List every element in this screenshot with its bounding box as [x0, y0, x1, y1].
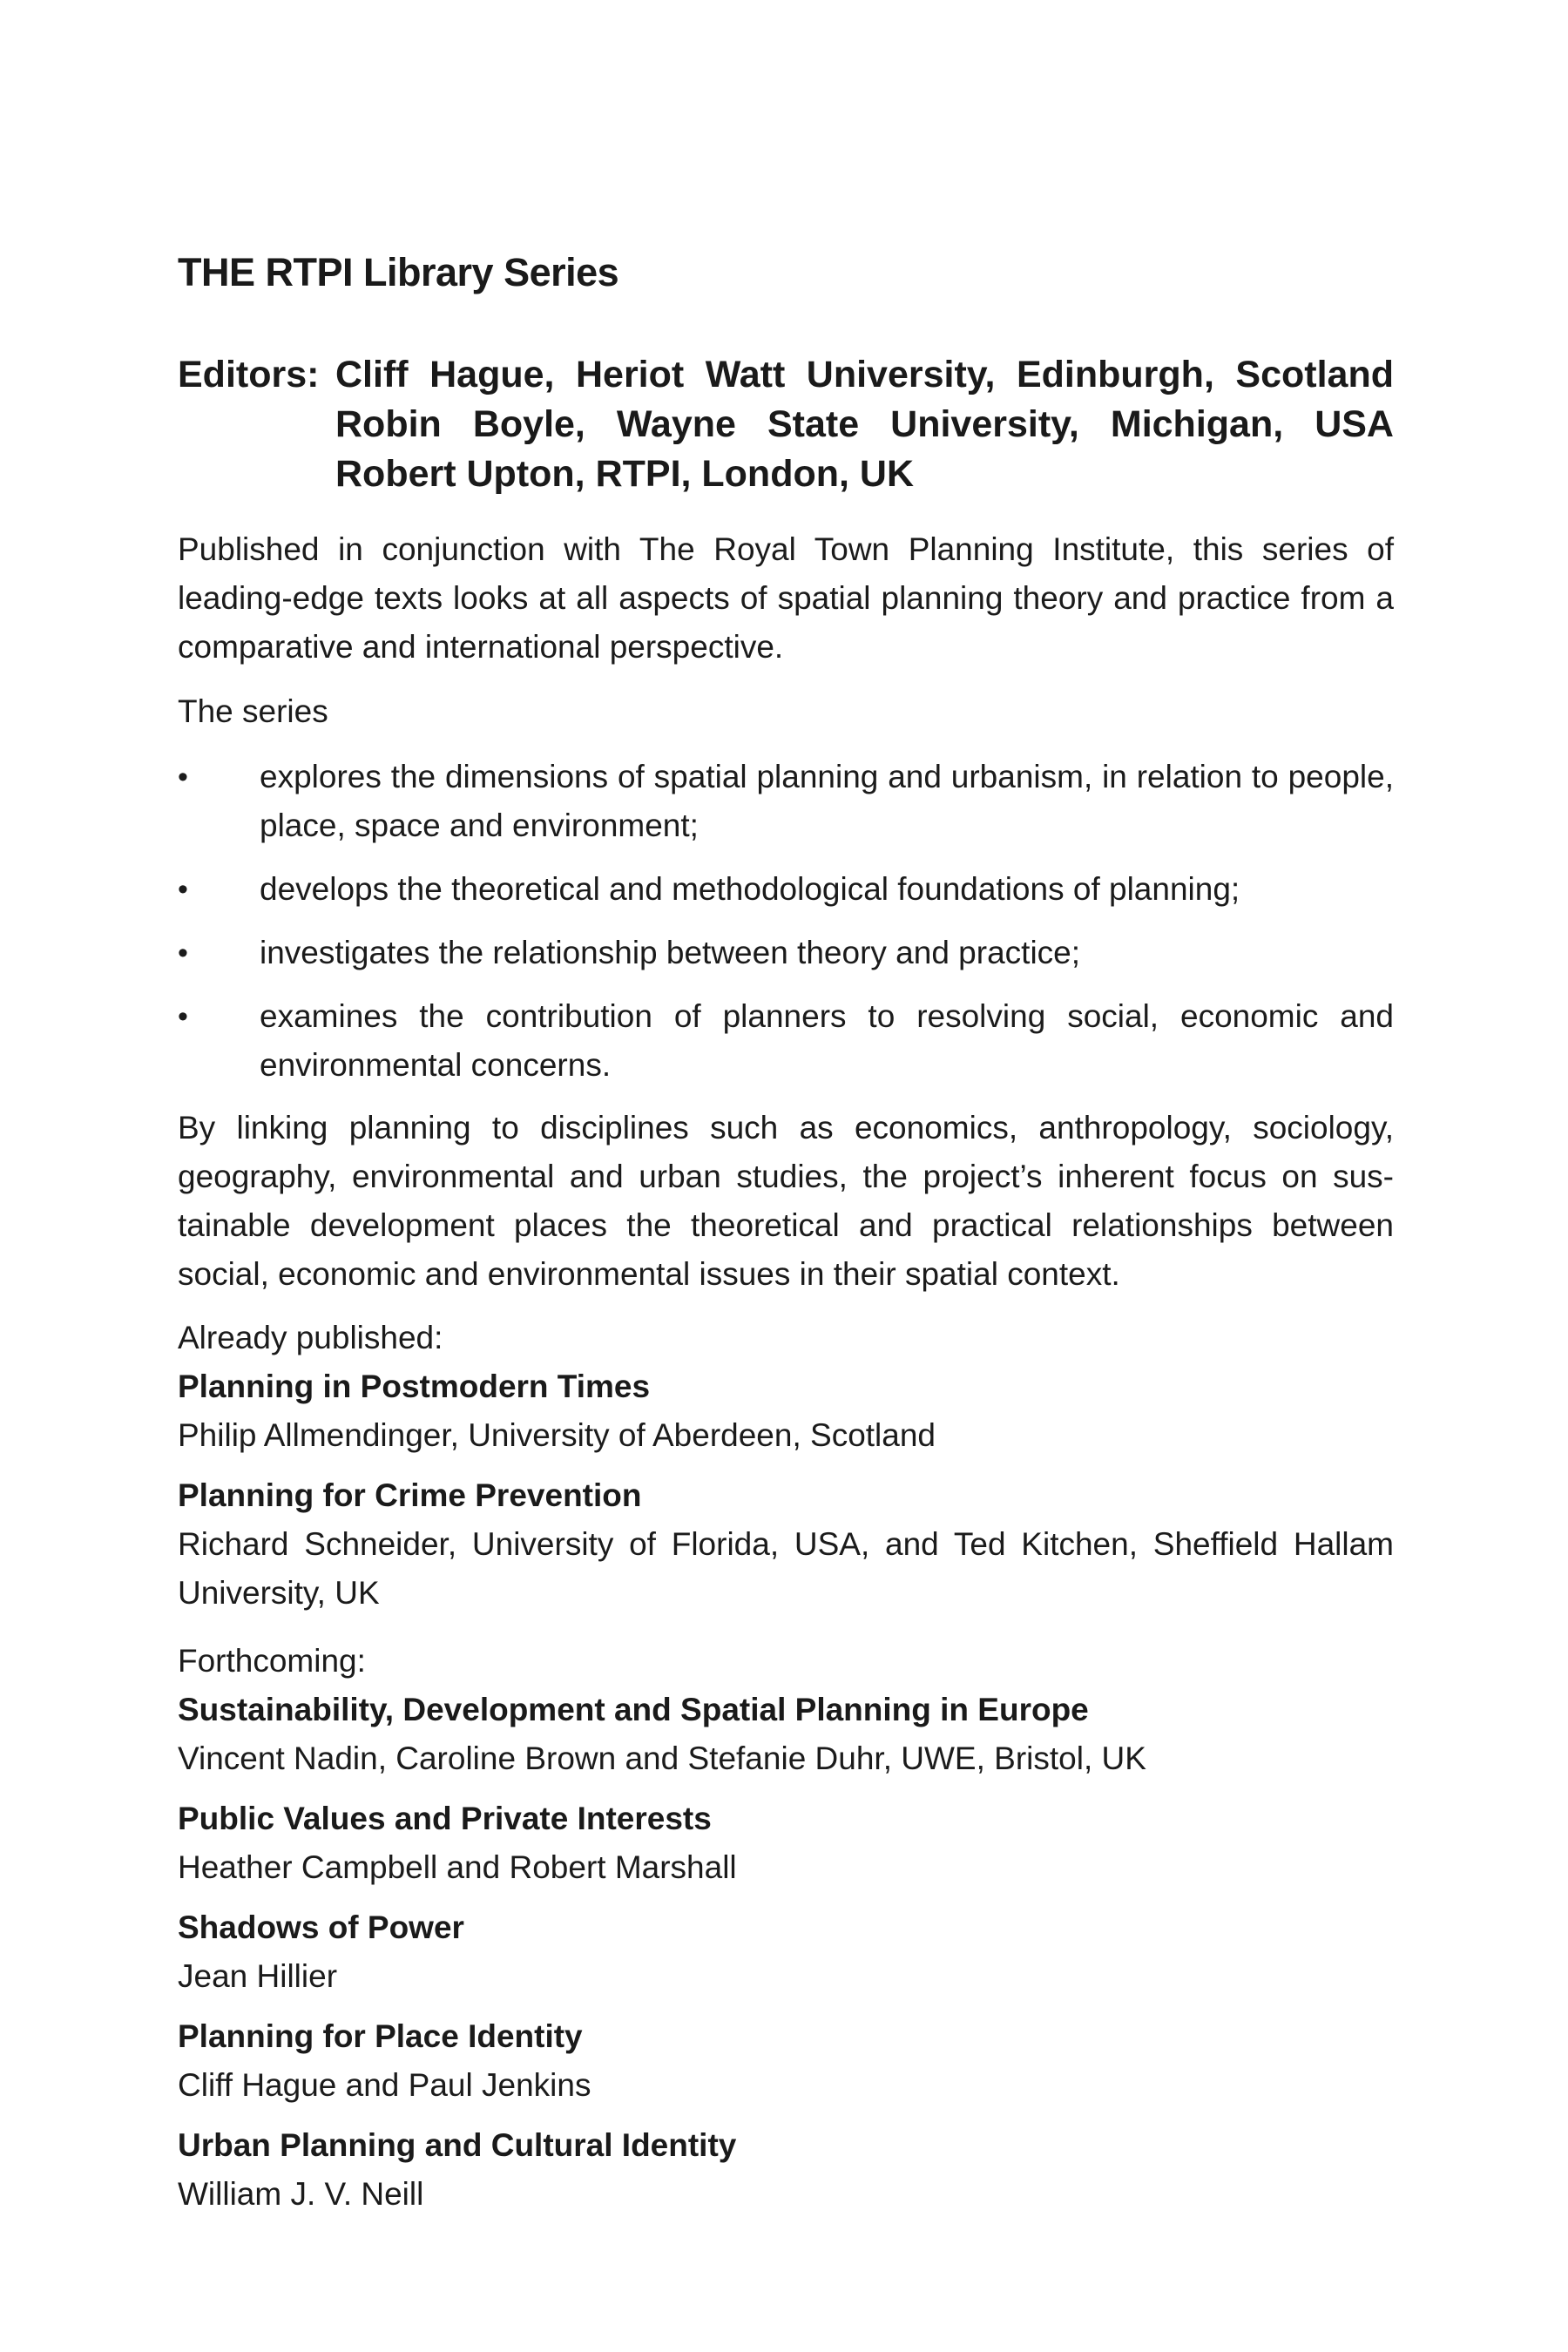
book-entry [178, 1794, 1394, 1892]
forthcoming-label: Forthcoming: [178, 1643, 366, 1679]
series-title: THE RTPI Library Series [178, 250, 619, 294]
book-entry [178, 1471, 1394, 1618]
editors-list [335, 350, 1394, 499]
editors-label: Editors: [178, 354, 320, 395]
bullet-item [178, 929, 1394, 977]
book-title: Sustainability, Development and Spatial Planning in Europe [178, 1692, 1089, 1727]
book-authors: Jean Hillier [178, 1958, 338, 1994]
already-published-label: Already published: [178, 1320, 443, 1355]
book-title: Public Values and Private Interests [178, 1801, 712, 1836]
book-title: Planning for Crime Prevention [178, 1477, 642, 1513]
book-entry [178, 1362, 1394, 1460]
editors-block [178, 350, 1394, 499]
editor-line: Robin Boyle, Wayne State University, Michigan, USA [335, 403, 1394, 445]
book-entry [178, 2121, 1394, 2219]
editor-line: Robert Upton, RTPI, London, UK [335, 453, 915, 495]
book-title: Shadows of Power [178, 1909, 464, 1945]
bullet-dot-icon: • [178, 760, 188, 794]
bullet-dot-icon: • [178, 936, 188, 970]
series-bullet-list [178, 753, 1394, 1105]
forthcoming-section [178, 1637, 1394, 2219]
book-authors: William J. V. Neill [178, 2176, 424, 2212]
bullet-text: examines the contribution of planners to resolving social, economic and environmental concerns. [260, 998, 1394, 1083]
book-authors: Cliff Hague and Paul Jenkins [178, 2067, 591, 2103]
bullet-dot-icon: • [178, 1000, 188, 1033]
book-title: Planning in Postmodern Times [178, 1369, 651, 1404]
book-entry [178, 2012, 1394, 2110]
series-label: The series [178, 693, 328, 729]
editor-line: Cliff Hague, Heriot Watt University, Edinburgh, Scotland [335, 354, 1394, 395]
book-authors: Richard Schneider, University of Florida, USA, and Ted Kitchen, Sheffield Hallam University, UK [178, 1526, 1394, 1611]
bullet-dot-icon: • [178, 873, 188, 906]
book-authors: Philip Allmendinger, University of Aberdeen, Scotland [178, 1417, 936, 1453]
linking-paragraph: By linking planning to disciplines such as economics, anthropology, sociology, geography, environmental and urban studies, the project’s inherent focus on sustainable development places the theoretical and practical relationships between social, economic and environmental issues in their spatial context. [178, 1110, 1394, 1292]
book-entry [178, 1903, 1394, 2001]
book-entry [178, 1686, 1394, 1783]
bullet-text: develops the theoretical and methodological foundations of planning; [260, 871, 1240, 907]
bullet-item [178, 753, 1394, 850]
bullet-item [178, 992, 1394, 1090]
book-title: Planning for Place Identity [178, 2018, 583, 2054]
intro-paragraph: Published in conjunction with The Royal Town Planning Institute, this series of leading-edge texts looks at all aspects of spatial planning theory and practice from a comparative and international perspective. [178, 531, 1394, 665]
book-authors: Vincent Nadin, Caroline Brown and Stefanie Duhr, UWE, Bristol, UK [178, 1740, 1146, 1776]
bullet-text: explores the dimensions of spatial planning and urbanism, in relation to people, place, space and environment; [260, 759, 1394, 843]
already-published-section [178, 1314, 1394, 1618]
book-authors: Heather Campbell and Robert Marshall [178, 1849, 737, 1885]
book-title: Urban Planning and Cultural Identity [178, 2127, 737, 2163]
bullet-item [178, 865, 1394, 914]
bullet-text: investigates the relationship between theory and practice; [260, 935, 1081, 970]
